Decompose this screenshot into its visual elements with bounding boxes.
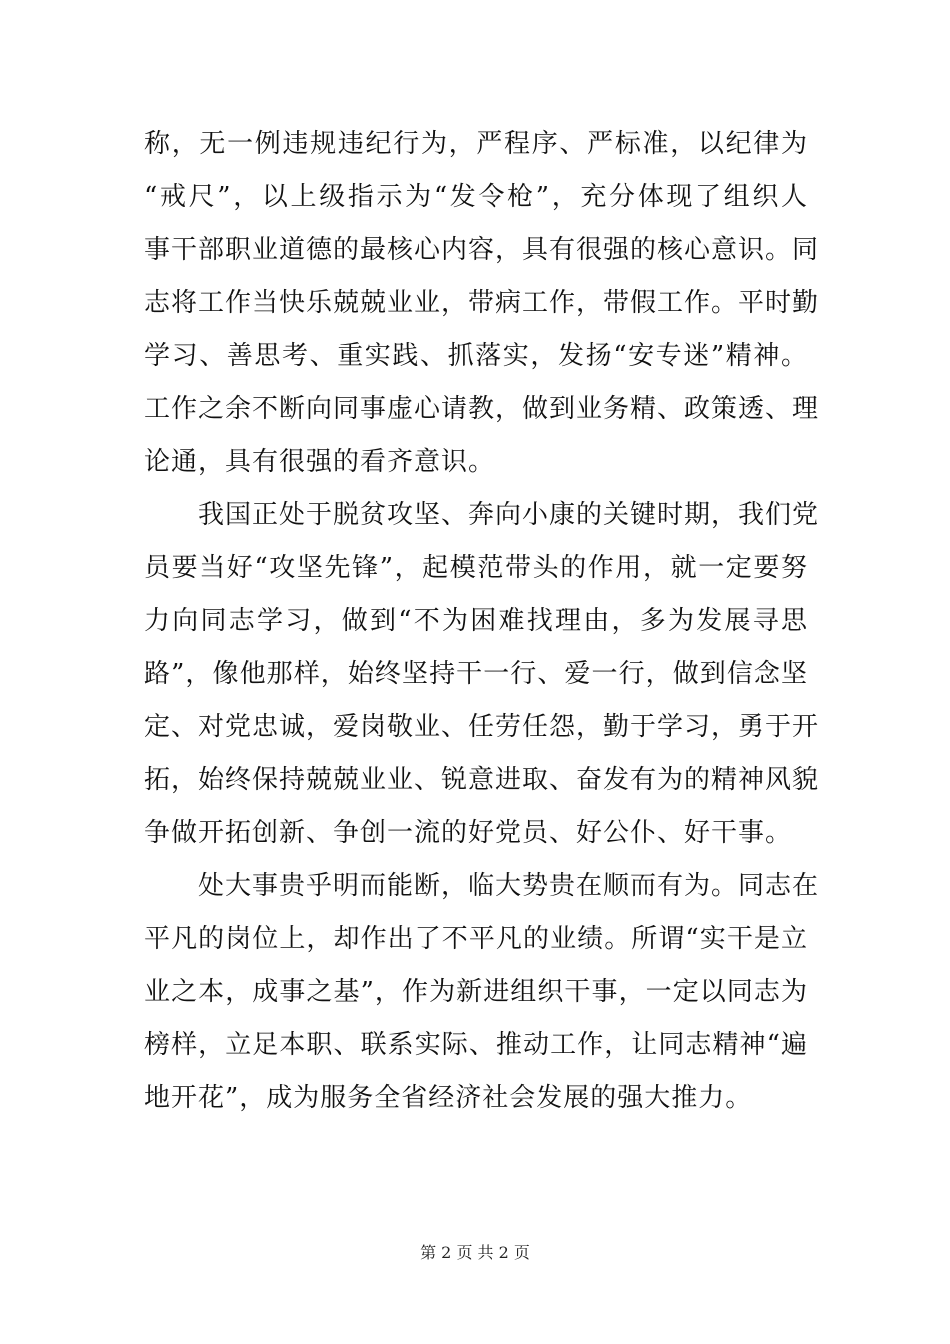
text-line: 路”，像他那样，始终坚持干一行、爱一行，做到信念坚 [144,659,808,689]
body-text [144,118,820,1125]
text-line: 拓，始终保持兢兢业业、锐意进取、奋发有为的精神风貌 [144,765,820,795]
text-line: 榜样，立足本职、联系实际、推动工作，让同志精神“遍 [144,1030,808,1060]
text-line: 处大事贵乎明而能断，临大势贵在顺而有为。同志在 [144,871,820,901]
text-line: “戒尺”，以上级指示为“发令枪”，充分体现了组织人 [144,182,808,212]
text-line: 志将工作当快乐兢兢业业，带病工作，带假工作。平时勤 [144,288,820,318]
text-line: 称，无一例违规违纪行为，严程序、严标准，以纪律为 [144,129,808,159]
text-line: 工作之余不断向同事虚心请教，做到业务精、政策透、理 [144,394,820,424]
text-line: 地开花”，成为服务全省经济社会发展的强大推力。 [144,1083,753,1113]
text-line: 平凡的岗位上，却作出了不平凡的业绩。所谓“实干是立 [144,924,808,954]
text-line: 学习、善思考、重实践、抓落实，发扬“安专迷”精神。 [144,341,808,371]
text-line: 定、对党忠诚，爱岗敬业、任劳任怨，勤于学习，勇于开 [144,712,820,742]
page-footer: 第 2 页 共 2 页 [420,1243,530,1262]
text-line: 力向同志学习，做到“不为困难找理由，多为发展寻思 [144,606,808,636]
text-line: 员要当好“攻坚先锋”，起模范带头的作用，就一定要努 [144,553,808,583]
text-line: 论通，具有很强的看齐意识。 [144,447,496,477]
text-line: 争做开拓创新、争创一流的好党员、好公仆、好干事。 [144,818,793,848]
text-line: 业之本，成事之基”，作为新进组织干事，一定以同志为 [144,977,808,1007]
text-line: 事干部职业道德的最核心内容，具有很强的核心意识。同 [144,235,820,265]
text-line: 我国正处于脱贫攻坚、奔向小康的关键时期，我们党 [144,500,820,530]
